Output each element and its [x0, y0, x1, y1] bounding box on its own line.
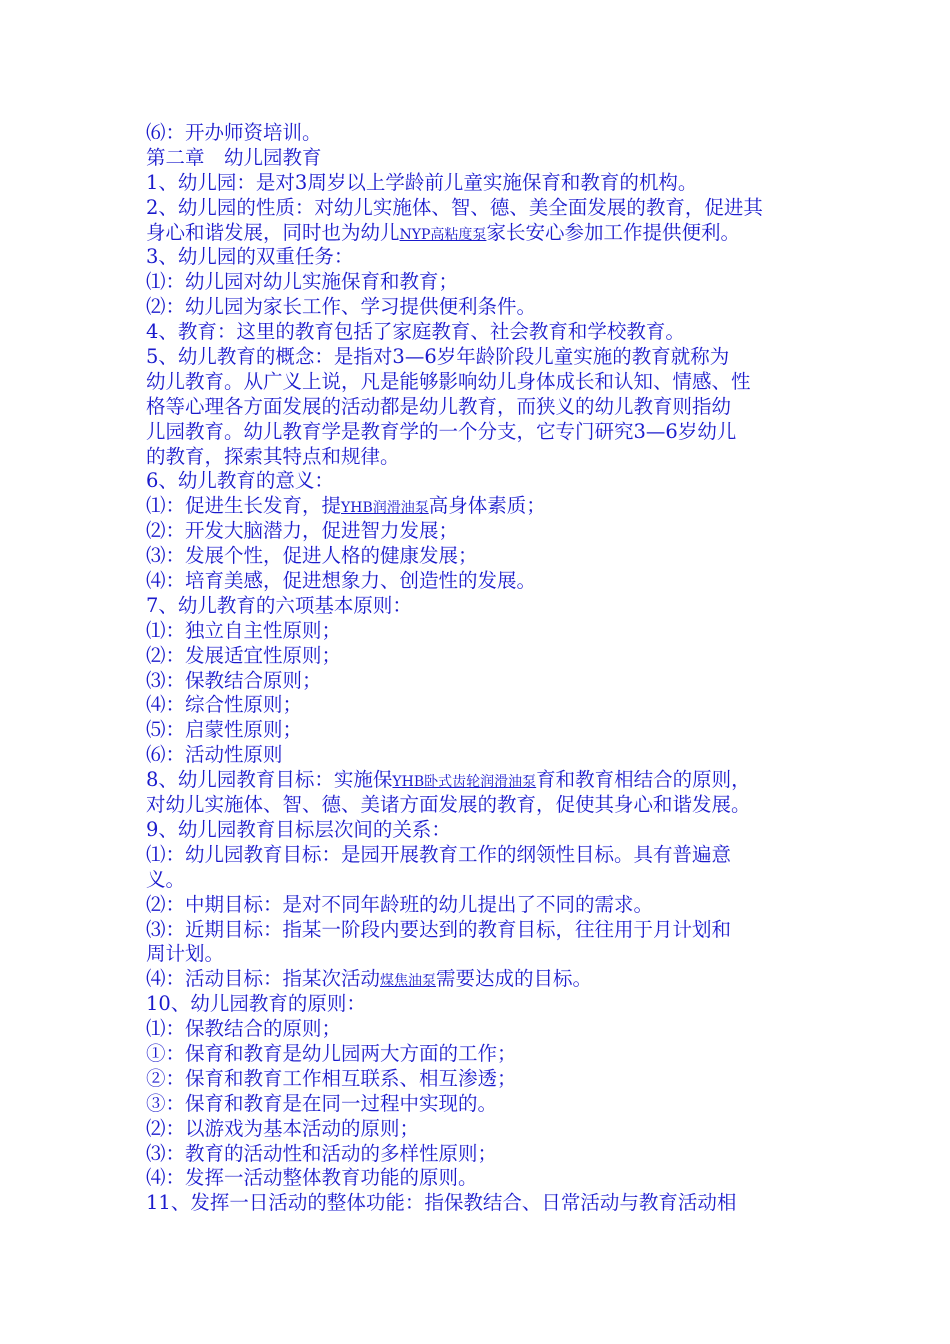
- text-line: ⑷：培育美感，促进想象力、创造性的发展。: [146, 569, 537, 593]
- inline-link[interactable]: YHB润滑油泵: [341, 500, 429, 517]
- text-line: ⑴：幼儿园对幼儿实施保育和教育；: [146, 270, 459, 294]
- text-line: ⑵：发展适宜性原则；: [146, 643, 342, 667]
- text-segment: ⑴：促进生长发育，提: [146, 494, 342, 518]
- text-line-with-link: [146, 221, 826, 246]
- text-line: ⑸：启蒙性原则；: [146, 718, 303, 742]
- text-line: 的教育，探索其特点和规律。: [146, 444, 400, 468]
- text-line: ⑶：发展个性，促进人格的健康发展；: [146, 544, 478, 568]
- text-line: 11、发挥一日活动的整体功能：指保教结合、日常活动与教育活动相: [146, 1191, 737, 1215]
- text-segment: 高身体素质；: [428, 494, 546, 518]
- text-line: ①：保育和教育是幼儿园两大方面的工作；: [146, 1041, 517, 1065]
- text-line-with-link: [146, 967, 826, 992]
- text-line: ⑵：幼儿园为家长工作、学习提供便利条件。: [146, 295, 537, 319]
- text-line: 5、幼儿教育的概念：是指对3—6岁年龄阶段儿童实施的教育就称为: [146, 345, 730, 369]
- text-line: ⑴：幼儿园教育目标：是园开展教育工作的纲领性目标。具有普遍意: [146, 842, 732, 866]
- text-line: ⑷：发挥一活动整体教育功能的原则。: [146, 1166, 478, 1190]
- text-line: 4、教育：这里的教育包括了家庭教育、社会教育和学校教育。: [146, 320, 685, 344]
- text-line: ⑶：教育的活动性和活动的多样性原则；: [146, 1141, 498, 1165]
- text-line: ⑷：综合性原则；: [146, 693, 303, 717]
- text-line: ⑵：以游戏为基本活动的原则；: [146, 1116, 420, 1140]
- text-line: 对幼儿实施体、智、德、美诸方面发展的教育，促使其身心和谐发展。: [146, 793, 751, 817]
- text-segment: 育和教育相结合的原则，: [536, 768, 751, 792]
- text-line: ③：保育和教育是在同一过程中实现的。: [146, 1091, 498, 1115]
- text-segment: 身心和谐发展，同时也为幼儿: [146, 220, 400, 244]
- text-segment: 需要达成的目标。: [436, 967, 593, 991]
- inline-link[interactable]: YHB卧式齿轮润滑油泵: [392, 774, 537, 791]
- text-line: ⑹：开办师资培训。: [146, 121, 322, 144]
- text-line: 格等心理各方面发展的活动都是幼儿教育，而狭义的幼儿教育则指幼: [146, 394, 732, 418]
- inline-link[interactable]: 煤焦油泵: [380, 973, 437, 990]
- text-line: 3、幼儿园的双重任务：: [146, 245, 354, 269]
- text-line: 10、幼儿园教育的原则：: [146, 992, 366, 1016]
- text-line: 儿园教育。幼儿教育学是教育学的一个分支，它专门研究3—6岁幼儿: [146, 419, 737, 443]
- text-line: ⑵：中期目标：是对不同年龄班的幼儿提出了不同的需求。: [146, 892, 654, 916]
- text-line: ②：保育和教育工作相互联系、相互渗透；: [146, 1066, 517, 1090]
- text-line: 周计划。: [146, 942, 225, 966]
- text-line: 2、幼儿园的性质：对幼儿实施体、智、德、美全面发展的教育，促进其: [146, 195, 763, 219]
- text-segment: 家长安心参加工作提供便利。: [486, 220, 740, 244]
- text-line: ⑴：保教结合的原则；: [146, 1017, 342, 1041]
- text-line-with-link: [146, 768, 826, 793]
- text-line: ⑶：近期目标：指某一阶段内要达到的教育目标，往往用于月计划和: [146, 917, 732, 941]
- text-line: ⑵：开发大脑潜力，促进智力发展；: [146, 519, 459, 543]
- text-line: 6、幼儿教育的意义：: [146, 469, 334, 493]
- text-line: 1、幼儿园：是对3周岁以上学龄前儿童实施保育和教育的机构。: [146, 170, 698, 194]
- text-line: ⑹：活动性原则: [146, 743, 283, 767]
- text-segment: 8、幼儿园教育目标：实施保: [146, 768, 393, 792]
- text-line: ⑶：保教结合原则；: [146, 668, 322, 692]
- text-line: ⑴：独立自主性原则；: [146, 618, 342, 642]
- document-body: [146, 121, 826, 1216]
- text-line: 幼儿教育。从广义上说，凡是能够影响幼儿身体成长和认知、情感、性: [146, 369, 751, 393]
- text-line: 9、幼儿园教育目标层次间的关系：: [146, 817, 451, 841]
- text-line: 义。: [146, 867, 186, 891]
- text-line-with-link: [146, 494, 826, 519]
- inline-link[interactable]: NYP高粘度泵: [399, 226, 487, 243]
- chapter-heading: 第二章 幼儿园教育: [146, 145, 322, 169]
- text-segment: ⑷：活动目标：指某次活动: [146, 967, 381, 991]
- text-line: 7、幼儿教育的六项基本原则：: [146, 593, 412, 617]
